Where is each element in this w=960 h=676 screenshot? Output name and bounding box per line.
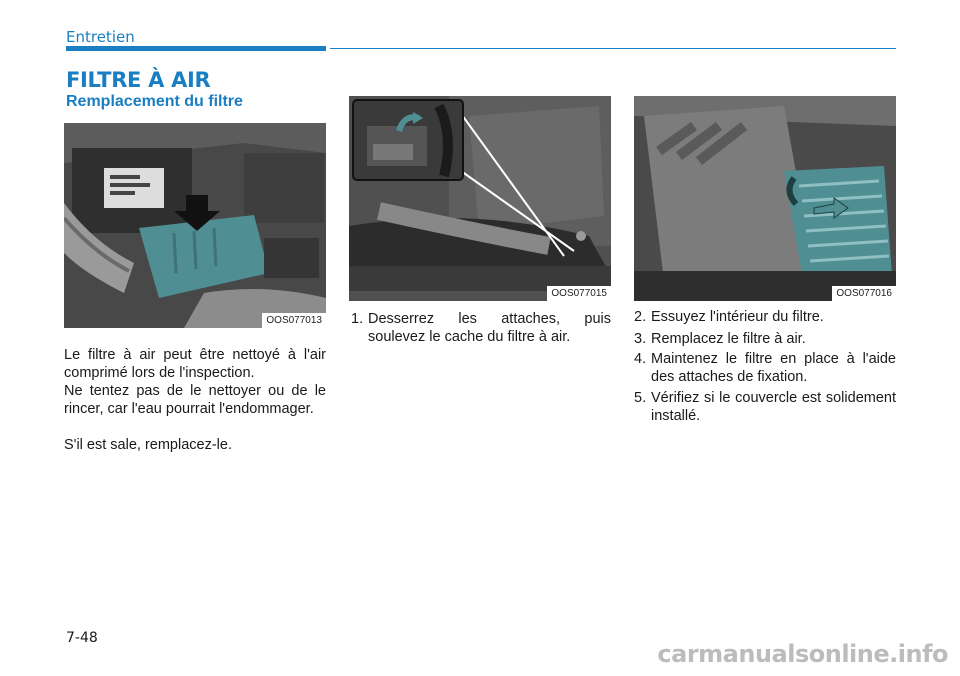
step-3 — [634, 330, 896, 348]
image-code: OOS077013 — [262, 313, 326, 328]
step-1 — [351, 310, 611, 346]
engine-bay-illustration — [64, 123, 326, 328]
header-rule-thick — [66, 46, 326, 51]
step-number: 1. — [351, 311, 364, 327]
page-number: 7-48 — [66, 630, 98, 646]
step-number: 4. — [634, 351, 647, 367]
paragraph-warning: Ne tentez pas de le nettoyer ou de le rincer, car l'eau pourrait l'endommager. — [64, 383, 326, 417]
step-text: Desserrez les attaches, puis soulevez le cache du filtre à air. — [368, 311, 611, 345]
photo-engine-bay — [64, 123, 326, 328]
step-5 — [634, 389, 896, 425]
filter-replace-illustration — [634, 96, 896, 301]
section-subtitle: Remplacement du filtre — [66, 93, 243, 110]
step-2 — [634, 308, 896, 326]
paragraph-cleaning: Le filtre à air peut être nettoyé à l'air comprimé lors de l'inspection. — [64, 347, 326, 381]
header-rule-thin — [330, 48, 896, 49]
image-code: OOS077015 — [547, 286, 611, 301]
photo-filter-replace — [634, 96, 896, 301]
step-number: 5. — [634, 390, 647, 406]
section-label: Entretien — [66, 28, 135, 46]
watermark-text: carmanualsonline.info — [657, 640, 948, 668]
step-number: 2. — [634, 309, 647, 325]
step-4 — [634, 350, 896, 386]
photo-filter-clips — [349, 96, 611, 301]
step-text: Essuyez l'intérieur du filtre. — [651, 309, 824, 325]
step-text: Remplacez le filtre à air. — [651, 331, 806, 347]
page-title: FILTRE À AIR — [66, 68, 211, 92]
step-text: Maintenez le filtre en place à l'aide des attaches de fixation. — [651, 351, 896, 385]
image-code: OOS077016 — [832, 286, 896, 301]
filter-clips-illustration — [349, 96, 611, 301]
step-text: Vérifiez si le couvercle est solidement installé. — [651, 390, 896, 424]
step-number: 3. — [634, 331, 647, 347]
paragraph-replace: S'il est sale, remplacez-le. — [64, 437, 232, 453]
